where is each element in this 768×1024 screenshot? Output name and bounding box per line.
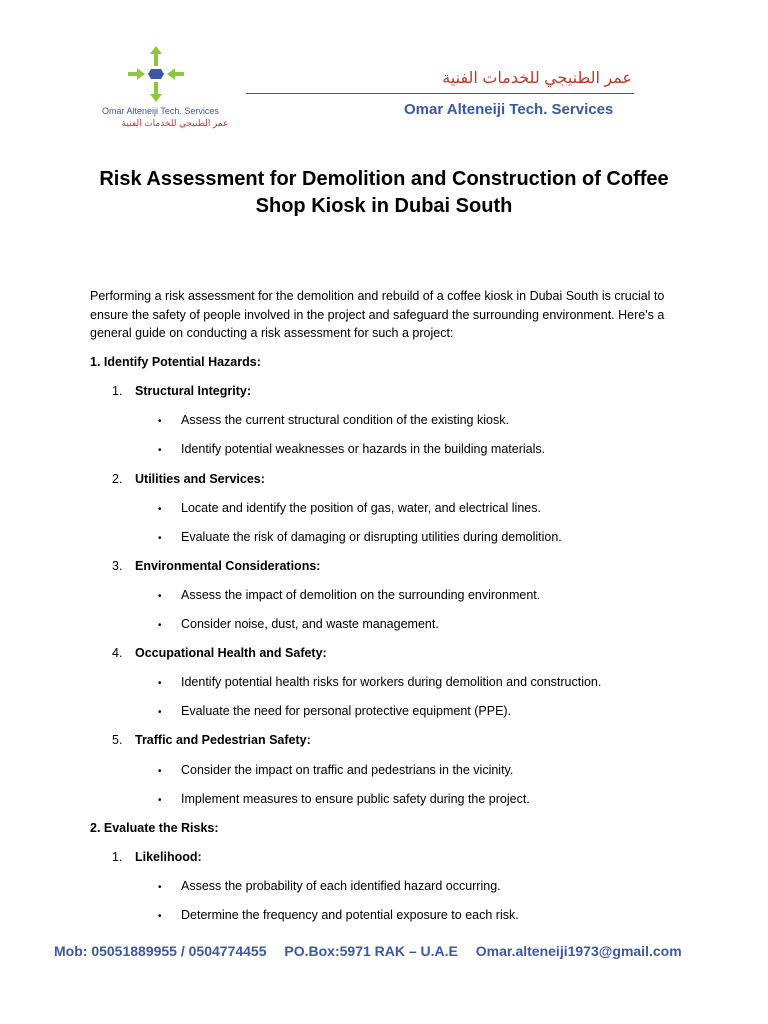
section-heading: 1. Identify Potential Hazards: bbox=[90, 355, 261, 369]
list-item bbox=[112, 384, 251, 398]
list-item bbox=[112, 850, 202, 864]
item-number: 1. bbox=[112, 384, 123, 398]
list-item bbox=[112, 472, 265, 486]
bullet-icon: • bbox=[158, 504, 162, 515]
bullet-item: • Assess the impact of demolition on the surrounding environment. bbox=[158, 588, 541, 602]
list-item bbox=[112, 646, 327, 660]
bullet-icon: • bbox=[158, 882, 162, 893]
footer-pobox: PO.Box:5971 RAK – U.A.E bbox=[284, 943, 458, 959]
item-number: 4. bbox=[112, 646, 123, 660]
section-heading: 2. Evaluate the Risks: bbox=[90, 821, 219, 835]
bullet-item: • Determine the frequency and potential exposure to each risk. bbox=[158, 908, 519, 922]
title-line-2: Shop Kiosk in Dubai South bbox=[255, 195, 513, 217]
bullet-icon: • bbox=[158, 795, 162, 806]
item-number: 5. bbox=[112, 733, 123, 747]
company-name-ar: عمر الطنيجي للخدمات الفنية bbox=[442, 70, 632, 87]
bullet-icon: • bbox=[158, 416, 162, 427]
bullet-item: • Consider the impact on traffic and pedestrians in the vicinity. bbox=[158, 763, 514, 777]
bullet-item: • Locate and identify the position of gas, water, and electrical lines. bbox=[158, 501, 541, 515]
bullet-item: • Implement measures to ensure public safety during the project. bbox=[158, 792, 530, 806]
item-label: Likelihood: bbox=[135, 850, 202, 864]
item-label: Environmental Considerations: bbox=[135, 559, 321, 573]
logo-arrows-icon bbox=[124, 44, 188, 104]
bullet-item: • Evaluate the risk of damaging or disrupting utilities during demolition. bbox=[158, 530, 562, 544]
bullet-icon: • bbox=[158, 707, 162, 718]
header-divider bbox=[246, 93, 634, 94]
page-footer bbox=[54, 943, 696, 959]
item-label: Traffic and Pedestrian Safety: bbox=[135, 733, 311, 747]
bullet-icon: • bbox=[158, 911, 162, 922]
intro-paragraph: Performing a risk assessment for the demolition and rebuild of a coffee kiosk in Dubai South is crucial to ensure the safety of people involved in the project and safeguard the surrounding environment. Here's a general guide on conducting a risk assessment for such a project: bbox=[90, 289, 665, 340]
bullet-icon: • bbox=[158, 620, 162, 631]
company-name-en: Omar Alteneiji Tech. Services bbox=[404, 101, 614, 118]
bullet-icon: • bbox=[158, 533, 162, 544]
logo-text-ar: عمر الطنيجي للخدمات الفنية bbox=[121, 118, 229, 128]
bullet-item: • Identify potential health risks for workers during demolition and construction. bbox=[158, 675, 602, 689]
bullet-icon: • bbox=[158, 445, 162, 456]
bullet-item: • Evaluate the need for personal protective equipment (PPE). bbox=[158, 704, 512, 718]
bullet-icon: • bbox=[158, 678, 162, 689]
list-item bbox=[112, 559, 320, 573]
logo-text-en: Omar Alteneiji Tech. Services bbox=[102, 106, 219, 116]
footer-mobile: Mob: 05051889955 / 0504774455 bbox=[54, 943, 267, 959]
bullet-item: • Consider noise, dust, and waste management. bbox=[158, 617, 439, 631]
item-label: Utilities and Services: bbox=[135, 472, 265, 486]
list-item bbox=[112, 733, 311, 747]
bullet-item: • Assess the current structural condition of the existing kiosk. bbox=[158, 413, 509, 427]
item-label: Structural Integrity: bbox=[135, 384, 251, 398]
bullet-icon: • bbox=[158, 591, 162, 602]
document-title bbox=[60, 166, 708, 220]
bullet-icon: • bbox=[158, 766, 162, 777]
item-label: Occupational Health and Safety: bbox=[135, 646, 327, 660]
bullet-item: • Identify potential weaknesses or hazards in the building materials. bbox=[158, 442, 546, 456]
bullet-item: • Assess the probability of each identified hazard occurring. bbox=[158, 879, 501, 893]
title-line-1: Risk Assessment for Demolition and Construction of Coffee bbox=[99, 168, 669, 190]
item-number: 2. bbox=[112, 472, 123, 486]
footer-email: Omar.alteneiji1973@gmail.com bbox=[475, 943, 682, 959]
item-number: 3. bbox=[112, 559, 123, 573]
item-number: 1. bbox=[112, 850, 123, 864]
